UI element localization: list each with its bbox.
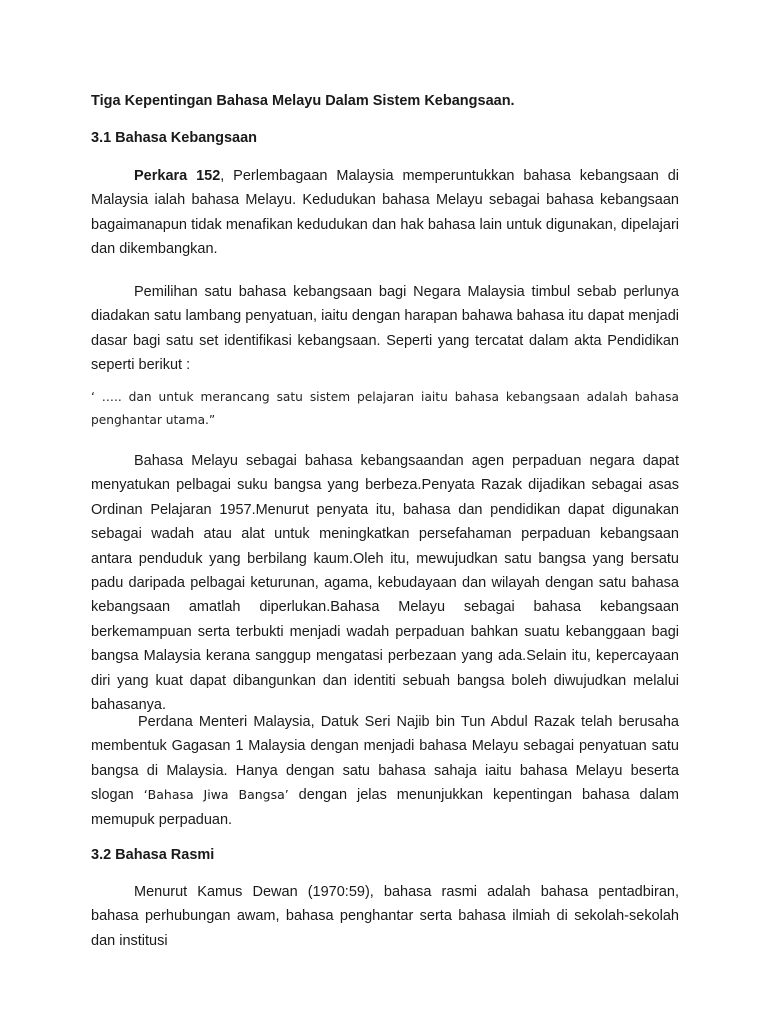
- paragraph-text: Perdana Menteri Malaysia, Datuk Seri Najib bin Tun Abdul Razak telah berusaha membentuk Gagasan 1 Malaysia dengan menjadi bahasa Melayu sebagai penyatuan satu bangsa di Malaysia. Hanya dengan satu bahasa sahaja iaitu bahasa Melayu beserta slogan: [91, 714, 679, 804]
- paragraph-kamus-dewan: Menurut Kamus Dewan (1970:59), bahasa rasmi adalah bahasa pentadbiran, bahasa perhubungan awam, bahasa penghantar serta bahasa ilmiah di sekolah-sekolah dan institusi: [91, 884, 679, 949]
- paragraph-perdana-menteri: [91, 710, 679, 832]
- paragraph-perkara-152: [91, 164, 679, 262]
- document-title: Tiga Kepentingan Bahasa Melayu Dalam Sistem Kebangsaan.: [91, 93, 515, 109]
- bold-lead-text: Perkara 152: [134, 168, 221, 184]
- paragraph-text: , Perlembagaan Malaysia memperuntukkan bahasa kebangsaan di Malaysia ialah bahasa Melayu. Kedudukan bahasa Melayu sebagai bahasa kebangsaan bagaimanapun tidak menafikan kedudukan dan hak bahasa lain untuk digunakan, dipelajari dan dikembangkan.: [91, 168, 679, 258]
- section-heading-bahasa-kebangsaan: 3.1 Bahasa Kebangsaan: [91, 130, 258, 146]
- paragraph-bahasa-melayu-perpaduan: Bahasa Melayu sebagai bahasa kebangsaandan agen perpaduan negara dapat menyatukan pelbagai suku bangsa yang berbeza.Penyata Razak dijadikan sebagai asas Ordinan Pelajaran 1957.Menurut penyata itu, bahasa dan pendidikan dapat digunakan sebagai wadah atau alat untuk meningkatkan persefahaman perpaduan kebangsaan antara penduduk yang berbilang kaum.Oleh itu, mewujudkan satu bangsa yang bersatu padu daripada pelbagai keturunan, agama, kebudayaan dan wilayah dengan satu bahasa kebangsaan amatlah diperlukan.Bahasa Melayu sebagai bahasa kebangsaan berkemampuan serta terbukti menjadi wadah perpaduan bahkan suatu kebanggaan bagi bangsa Malaysia kerana sanggup mengatasi perbezaan yang ada.Selain itu, kepercayaan diri yang kuat dapat dibangunkan dan identiti sebuah bangsa boleh diwujudkan melalui bahasanya.: [91, 453, 679, 714]
- quote-akta-pendidikan: ‘ ….. dan untuk merancang satu sistem pelajaran iaitu bahasa kebangsaan adalah bahasa penghantar utama.”: [91, 390, 679, 427]
- section-heading-bahasa-rasmi: 3.2 Bahasa Rasmi: [91, 847, 215, 863]
- slogan-text: ‘Bahasa Jiwa Bangsa’: [143, 787, 289, 803]
- paragraph-pemilihan: Pemilihan satu bahasa kebangsaan bagi Negara Malaysia timbul sebab perlunya diadakan satu lambang penyatuan, iaitu dengan harapan bahawa bahasa itu dapat menjadi dasar bagi satu set identifikasi kebangsaan. Seperti yang tercatat dalam akta Pendidikan seperti berikut :: [91, 284, 679, 374]
- paragraph-text: dengan jelas menunjukkan kepentingan bahasa dalam memupuk perpaduan.: [91, 787, 679, 828]
